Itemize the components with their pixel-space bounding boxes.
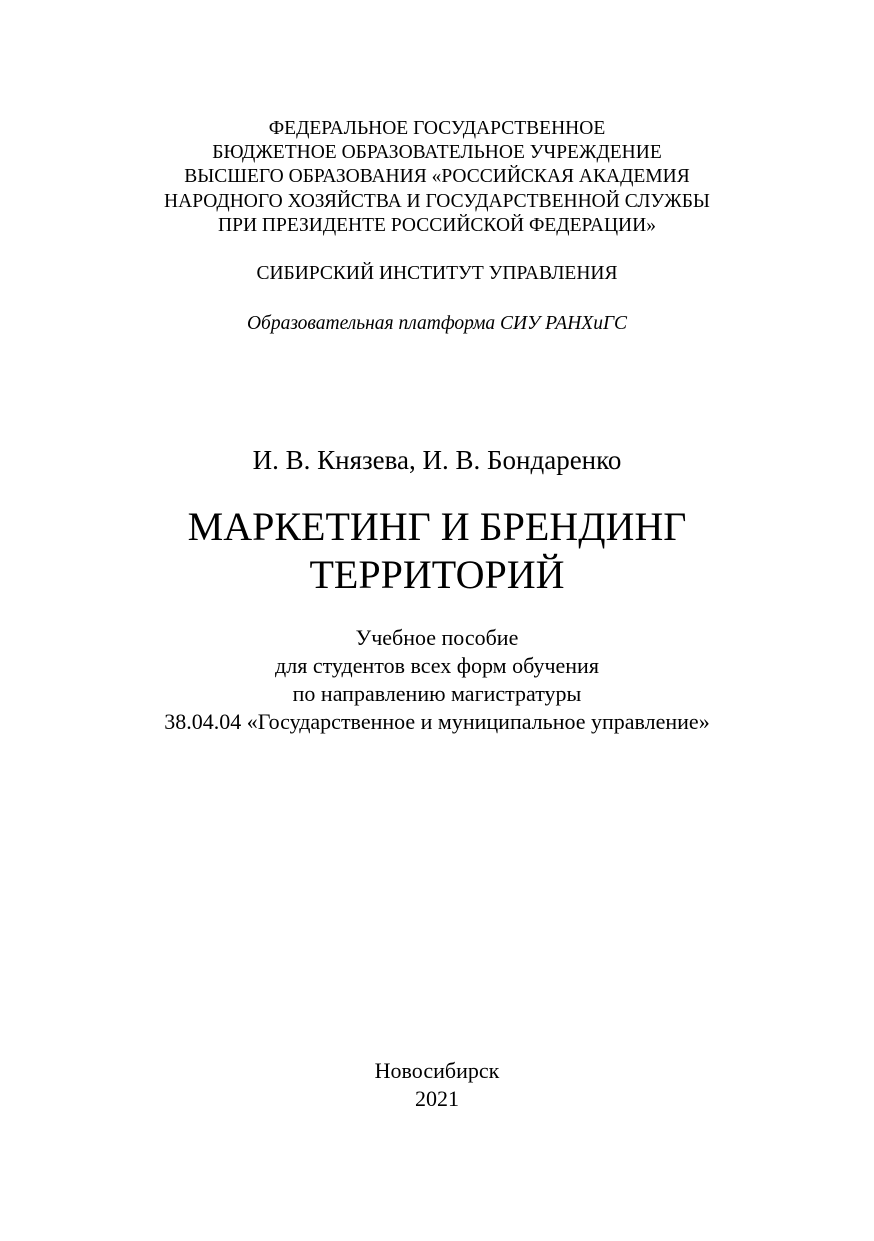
description-line: по направлению магистратуры bbox=[292, 681, 582, 706]
platform-name bbox=[0, 312, 874, 336]
imprint-year: 2021 bbox=[415, 1086, 459, 1111]
title-line: ТЕРРИТОРИЙ bbox=[309, 552, 565, 597]
description-line: для студентов всех форм обучения bbox=[275, 653, 599, 678]
institution-name bbox=[0, 117, 874, 238]
description-line: 38.04.04 «Государственное и муниципальное управление» bbox=[164, 709, 710, 734]
sub-institution-text: СИБИРСКИЙ ИНСТИТУТ УПРАВЛЕНИЯ bbox=[256, 263, 618, 284]
title-line: МАРКЕТИНГ И БРЕНДИНГ bbox=[187, 504, 687, 549]
description-line: Учебное пособие bbox=[355, 625, 519, 650]
book-title bbox=[0, 503, 874, 599]
authors-text: И. В. Князева, И. В. Бондаренко bbox=[252, 445, 622, 475]
institution-line: ФЕДЕРАЛЬНОЕ ГОСУДАРСТВЕННОЕ bbox=[268, 118, 606, 139]
authors bbox=[0, 444, 874, 476]
sub-institution-name bbox=[0, 262, 874, 286]
institution-line: ВЫСШЕГО ОБРАЗОВАНИЯ «РОССИЙСКАЯ АКАДЕМИЯ bbox=[184, 166, 690, 188]
institution-line: ПРИ ПРЕЗИДЕНТЕ РОССИЙСКОЙ ФЕДЕРАЦИИ» bbox=[218, 214, 656, 236]
platform-text: Образовательная платформа СИУ РАНХиГС bbox=[246, 313, 628, 334]
imprint bbox=[0, 1057, 874, 1113]
imprint-city: Новосибирск bbox=[374, 1058, 500, 1083]
book-description bbox=[0, 624, 874, 736]
institution-line: НАРОДНОГО ХОЗЯЙСТВА И ГОСУДАРСТВЕННОЙ СЛУЖБЫ bbox=[164, 190, 710, 212]
institution-line: БЮДЖЕТНОЕ ОБРАЗОВАТЕЛЬНОЕ УЧРЕЖДЕНИЕ bbox=[212, 142, 662, 164]
